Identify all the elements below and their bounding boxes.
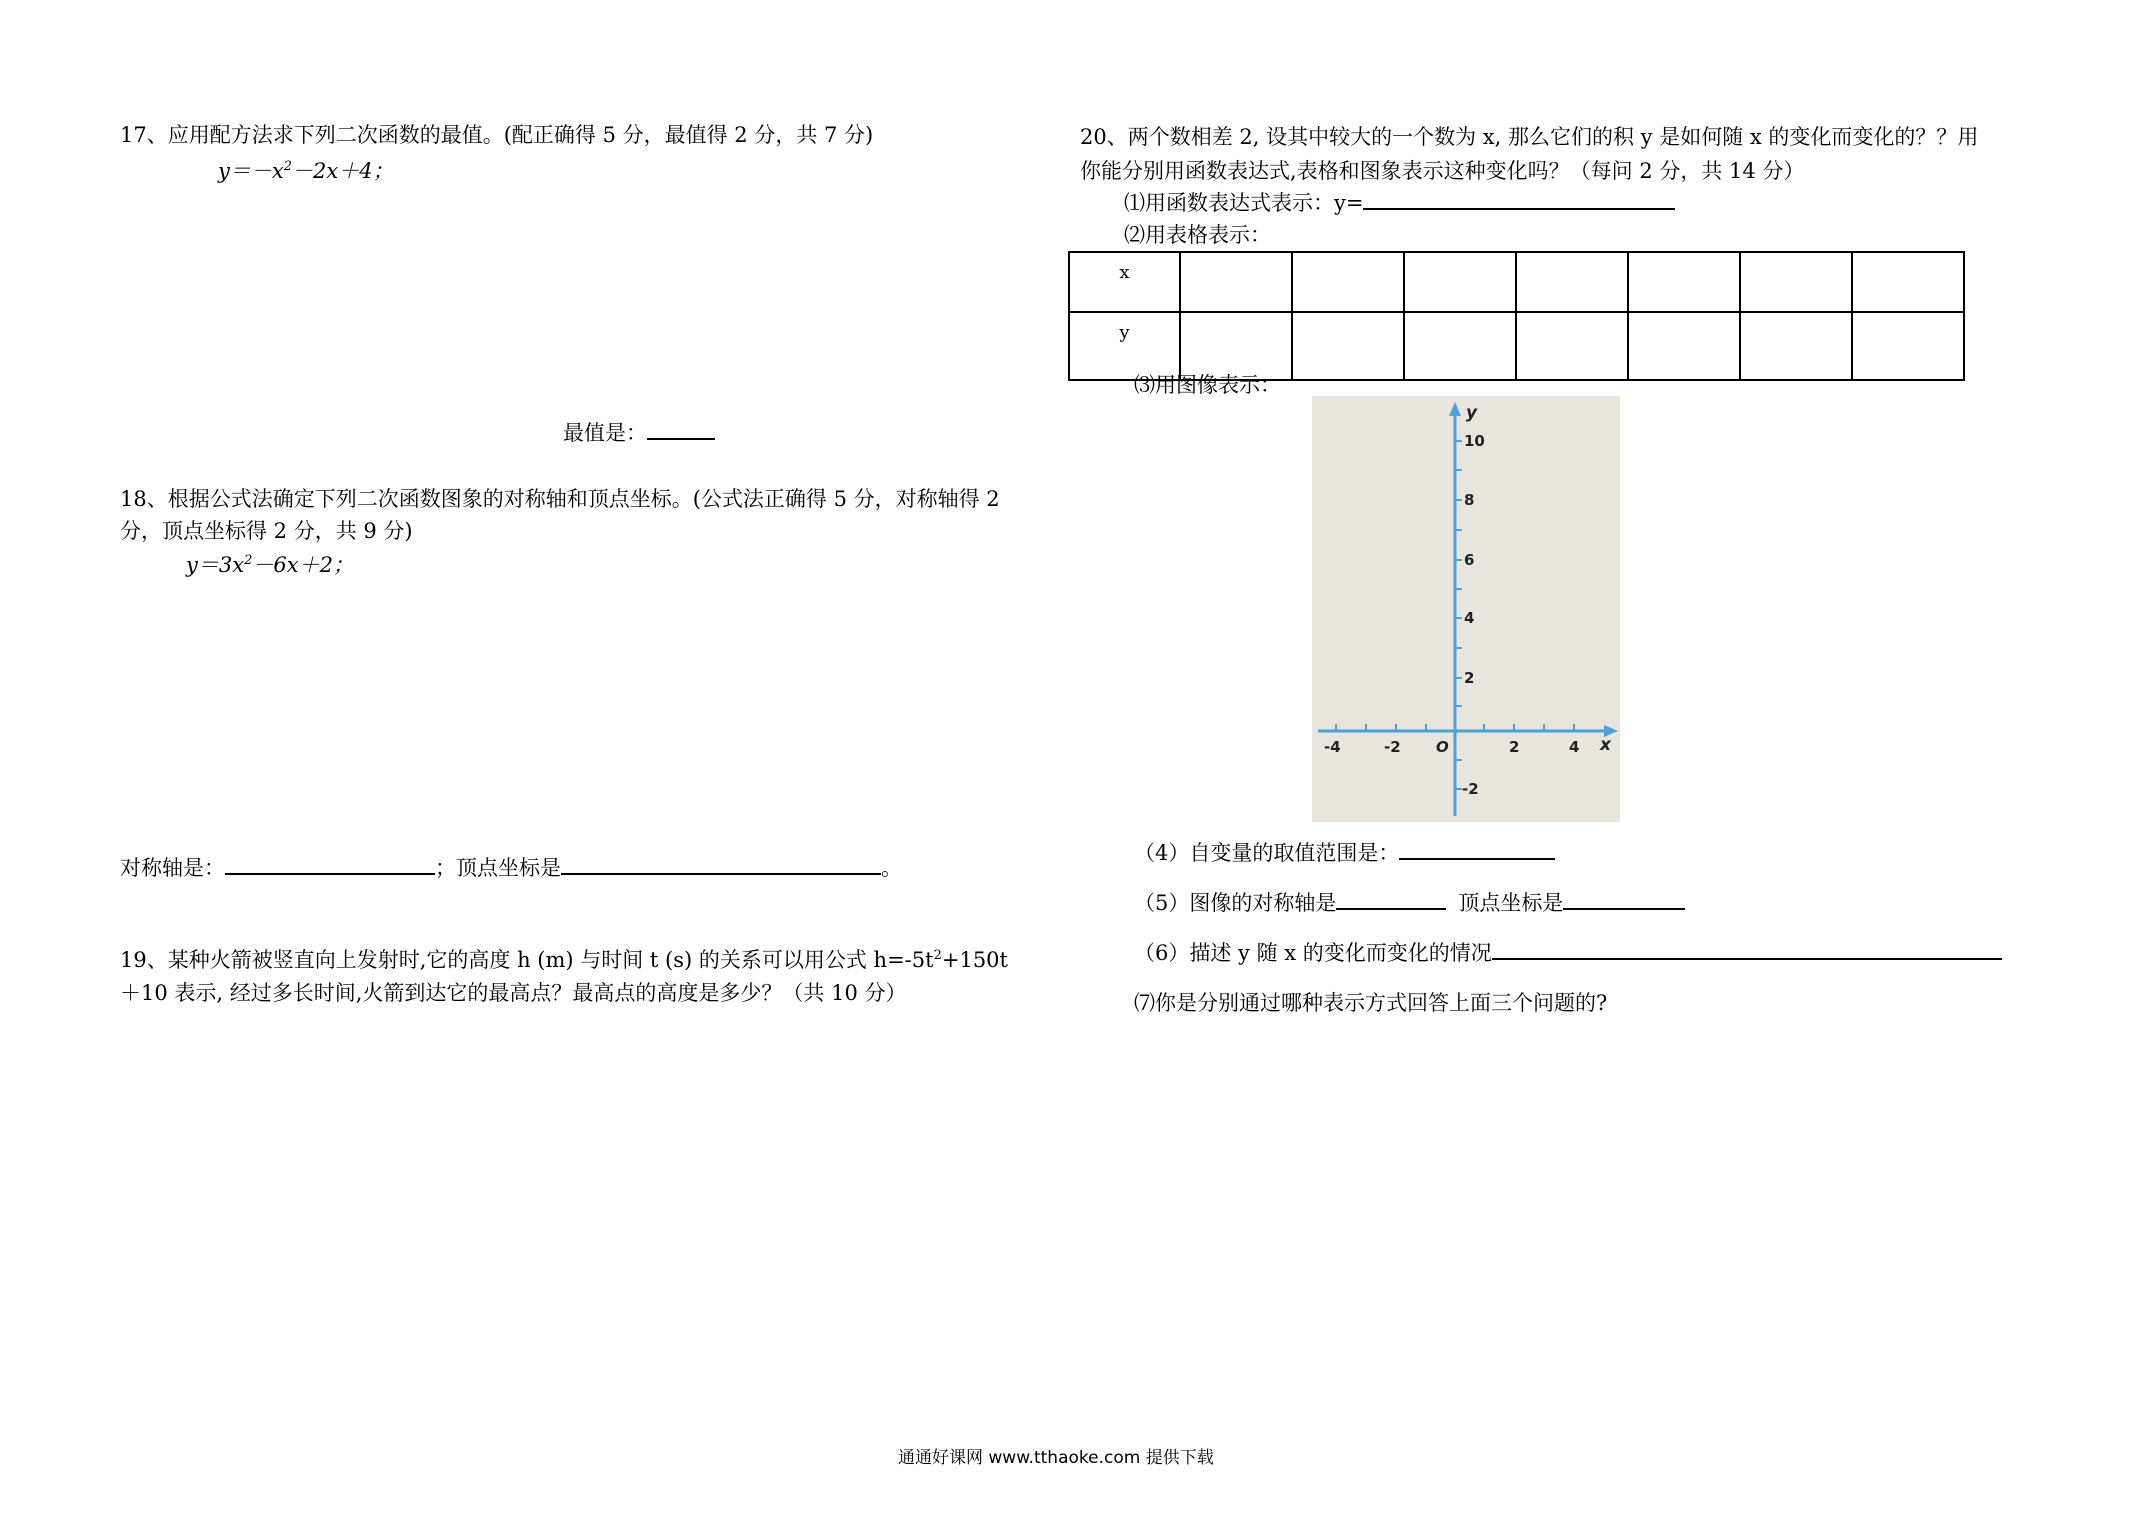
y-tick-label: -2	[1462, 780, 1479, 798]
table-cell[interactable]	[1628, 252, 1740, 312]
table-header-y: y	[1069, 312, 1180, 380]
table-cell[interactable]	[1516, 312, 1628, 380]
q20-part6: （6）描述 y 随 x 的变化而变化的情况	[1134, 938, 2002, 970]
tick-labels	[1324, 403, 1612, 798]
q19-line1: 19、某种火箭被竖直向上发射时,它的高度 h (m) 与时间 t (s) 的关系可以用公式 $h=-5t^2+150t$	[120, 948, 1008, 972]
table-header-x: x	[1069, 252, 1180, 312]
y-tick-label: 4	[1464, 609, 1475, 627]
table-cell[interactable]	[1292, 312, 1404, 380]
x-tick-label: 4	[1569, 738, 1580, 756]
q18-vertex-blank[interactable]	[561, 853, 881, 875]
table-cell[interactable]	[1740, 252, 1852, 312]
q20-vertex-blank[interactable]	[1563, 888, 1685, 910]
q18-prompt-line1: 18、根据公式法确定下列二次函数图象的对称轴和顶点坐标。(公式法正确得 5 分，对称轴得 2	[120, 487, 1000, 511]
y-axis-arrow-icon	[1449, 402, 1461, 416]
x-axis-label: x	[1600, 735, 1611, 755]
q17-answer-row	[563, 418, 715, 450]
q18-axis-blank[interactable]	[225, 853, 435, 875]
q18-vertex-label: ；顶点坐标是	[435, 856, 561, 880]
table-row-x	[1069, 252, 1964, 312]
q20-part2: ⑵用表格表示：	[1124, 223, 1271, 247]
q20-part5: （5）图像的对称轴是 顶点坐标是	[1134, 888, 1685, 920]
q20-part1: ⑴用函数表达式表示：y=	[1124, 188, 1675, 220]
y-axis-label: y	[1466, 403, 1478, 423]
table-cell[interactable]	[1516, 252, 1628, 312]
q20-axis-blank[interactable]	[1336, 888, 1446, 910]
x-tick-label: -2	[1384, 738, 1401, 756]
q18-formula: $y=3x^2-6x+2$；	[186, 553, 354, 577]
table-cell[interactable]	[1852, 312, 1964, 380]
q20-part3: ⑶用图像表示：	[1134, 373, 1281, 397]
y-tick-label: 2	[1464, 669, 1475, 687]
table-cell[interactable]	[1740, 312, 1852, 380]
q18-answer-row	[120, 853, 902, 885]
q20-part4: （4）自变量的取值范围是：	[1134, 838, 1555, 870]
q18-prompt-line2: 分，顶点坐标得 2 分，共 9 分)	[120, 519, 413, 543]
table-cell[interactable]	[1292, 252, 1404, 312]
table-cell[interactable]	[1852, 252, 1964, 312]
q17-prompt: 17、应用配方法求下列二次函数的最值。(配正确得 5 分，最值得 2 分，共 7 分)	[120, 123, 874, 147]
table-cell[interactable]	[1404, 312, 1516, 380]
q20-part1-blank[interactable]	[1363, 188, 1675, 210]
x-tick-label: -4	[1324, 738, 1341, 756]
y-tick-label: 8	[1464, 491, 1475, 509]
q20-part7: ⑺你是分别通过哪种表示方式回答上面三个问题的?	[1134, 991, 1608, 1015]
q17-answer-blank[interactable]	[647, 418, 715, 440]
x-tick-label: 2	[1509, 738, 1520, 756]
q20-part6-blank[interactable]	[1492, 938, 2002, 960]
q17-answer-label: 最值是：	[563, 421, 647, 445]
q17-formula: $y=-x^2-2x+4$；	[218, 159, 394, 183]
q20-prompt-line1: 20、两个数相差 2, 设其中较大的一个数为 x, 那么它们的积 y 是如何随 x 的变化而变化的？？用	[1080, 125, 1979, 149]
origin-label: O	[1436, 738, 1449, 756]
table-cell[interactable]	[1180, 252, 1292, 312]
q18-end-mark: 。	[881, 856, 902, 880]
graph-svg	[1312, 396, 1620, 822]
coordinate-graph	[1312, 396, 1620, 822]
value-table	[1068, 251, 1965, 381]
q20-prompt-line2: 你能分别用函数表达式,表格和图象表示这种变化吗？（每问 2 分，共 14 分）	[1080, 159, 1805, 183]
table-cell[interactable]	[1404, 252, 1516, 312]
q19-line2: ＋10 表示, 经过多长时间,火箭到达它的最高点？最高点的高度是多少？（共 10 分）	[120, 981, 907, 1005]
table-cell[interactable]	[1628, 312, 1740, 380]
q20-part4-blank[interactable]	[1399, 838, 1555, 860]
y-tick-label: 10	[1464, 432, 1485, 450]
q18-axis-label: 对称轴是：	[120, 856, 225, 880]
y-tick-label: 6	[1464, 551, 1475, 569]
footer-text: 通通好课网 www.tthaoke.com 提供下载	[898, 1448, 1214, 1468]
